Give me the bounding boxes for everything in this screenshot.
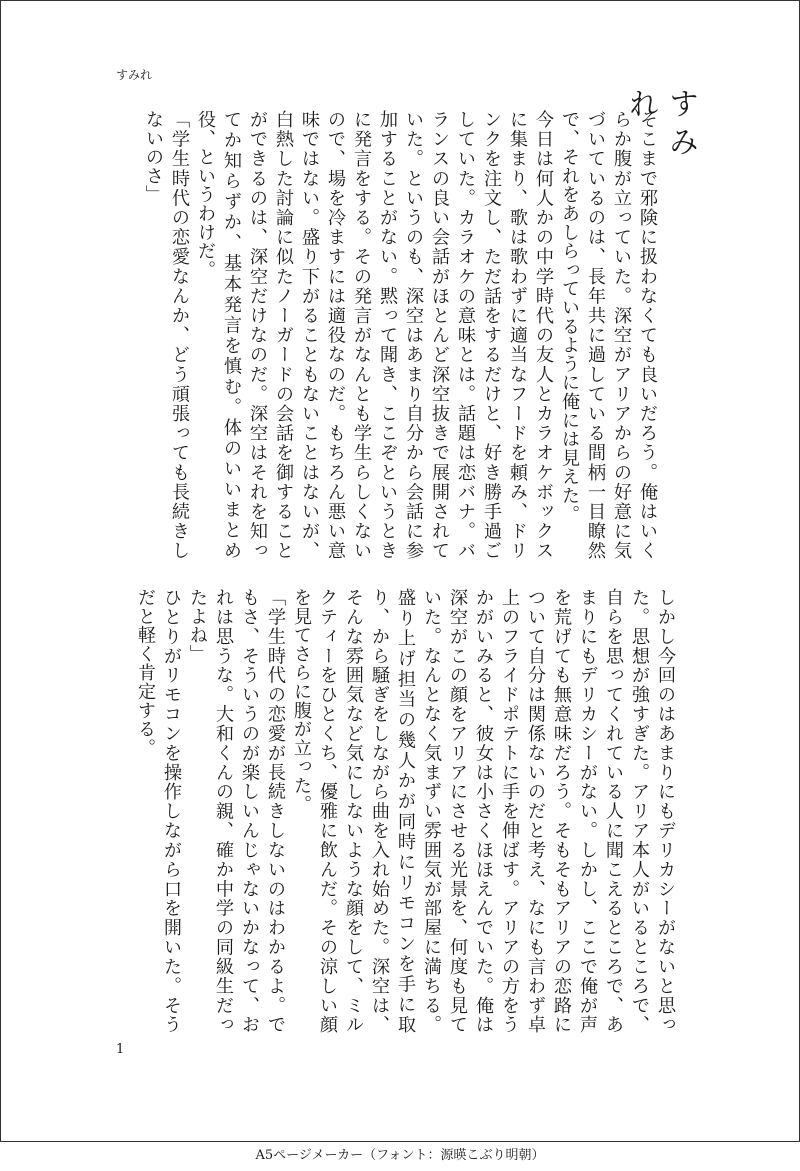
- footer-caption: A5ページメーカー（フォント：源暎こぶり明朝）: [255, 1148, 545, 1163]
- story-title: すみれ: [623, 88, 698, 164]
- paragraph: 今日は何人かの中学時代の友人とカラオケボックスに集まり、歌は歌わずに適当なフードを頼み、ドリンクを注文し、ただ話をするだけと、好き勝手過ごしていた。カラオケの意味とは。話題は恋バナ。バランスの良い会話がほとんど深空抜きで展開されていた。というのも、深空はあまり自分から会話に参加することがない。黙って聞き、ここぞというときに発言をする。その発言がなんとも学生らしくないので、場を冷ますには適役なのだ。もちろん悪い意味ではない。盛り下がることもないことはないが、白熱した討論に似たノーガードの会話を御することができるのは、深空だけなのだ。深空はそれを知ってか知らずか、基本発言を慎む。体のいいまとめ役、というわけだ。: [195, 110, 554, 560]
- dialogue-paragraph: 「学生時代の恋愛なんか、どう頑張っても長続きしないのさ」: [143, 110, 190, 560]
- page-number: 1: [116, 1042, 125, 1057]
- dialogue-paragraph: 「学生時代の恋愛が長続きしないのはわかるよ。でもさ、そういうのが楽しいんじゃないかなって、おれは思うな。大和くんの親、確か中学の同級生だったよね」: [187, 588, 286, 1034]
- upper-text-column: [110, 110, 660, 560]
- lower-text-column: [110, 588, 678, 1034]
- paragraph: しかし今回のはあまりにもデリカシーがないと思った。思想が強すぎた。アリア本人がいるところで、自らを思ってくれている人に聞こえるところで、あまりにもデリカシーがない。しかし、ここで俺が声を荒げても無意味だろう。そもそもアリアの恋路について自分は関係ないのだと考え、なにも言わず卓上のフライドポテトに手を伸ばす。アリアの方をうかがいみると、彼女は小さくほほえんでいた。俺は深空がこの顔をアリアにさせる光景を、何度も見ていた。なんとなく気まずい雰囲気が部屋に満ちる。盛り上げ担当の幾人かが同時にリモコンを手に取り、から騒ぎをしながら曲を入れ始めた。深空は、そんな雰囲気など気にしないような顔をして、ミルクティーをひとくち、優雅に飲んだ。その涼しい顔を見てさらに腹が立った。: [291, 588, 676, 1034]
- running-header: すみれ: [116, 68, 153, 82]
- paragraph: ひとりがリモコンを操作しながら口を開いた。そうだと軽く肯定する。: [135, 588, 182, 1034]
- paragraph: そこまで邪険に扱わなくても良いだろう。俺はいくらか腹が立っていた。深空がアリアからの好意に気づいているのは、長年共に過している間柄一目瞭然で、それをあしらっているように俺には見えた。: [559, 110, 658, 560]
